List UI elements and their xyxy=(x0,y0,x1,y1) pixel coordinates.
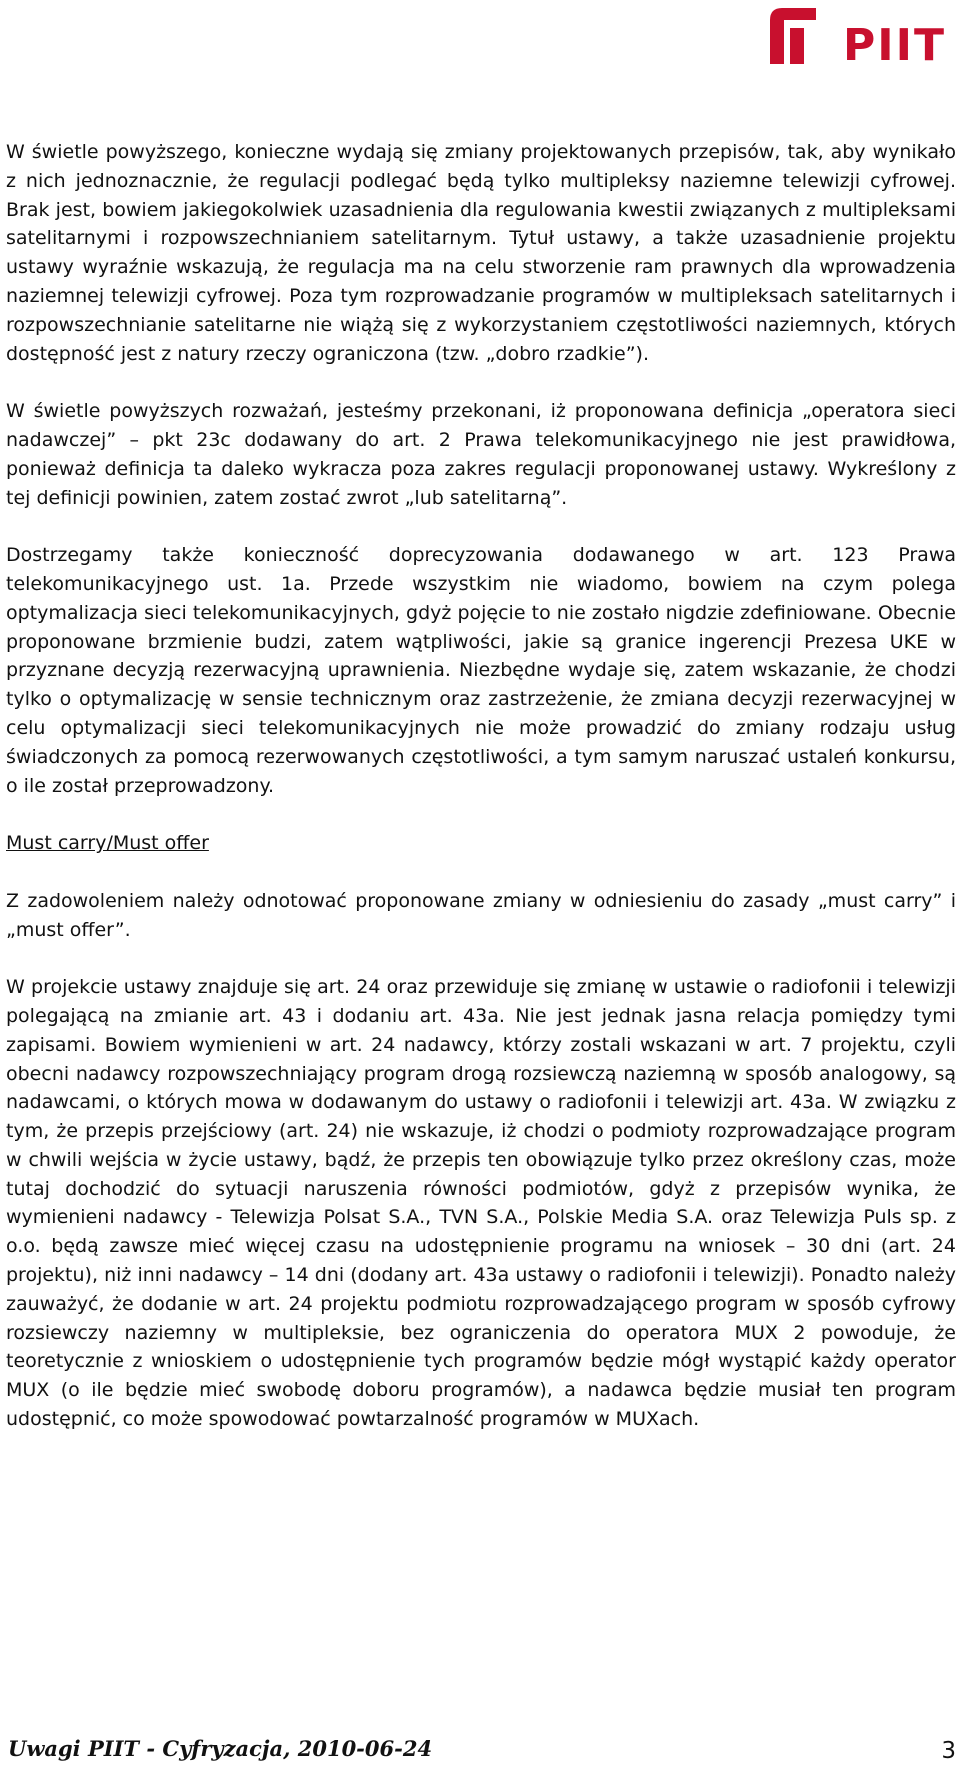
logo-text: PIIT xyxy=(842,20,946,71)
paragraph-3: Dostrzegamy także konieczność doprecyzowania dodawanego w art. 123 Prawa telekomunikacyjnego ust. 1a. Przede wszystkim nie wiadomo, bowiem na czym polega optymalizacja sieci telekomunikacyjnych, gdyż pojęcie to nie zostało nigdzie zdefiniowane. Obecnie proponowane brzmienie budzi, zatem wątpliwości, jakie są granice ingerencji Prezesa UKE w przyznane decyzją rezerwacyjną uprawnienia. Niezbędne wydaje się, zatem wskazanie, że chodzi tylko o optymalizację w sensie technicznym oraz zastrzeżenie, że zmiana decyzji rezerwacyjnej w celu optymalizacji sieci telekomunikacyjnych nie może prowadzić do zmiany rodzaju usług świadczonych za pomocą rezerwowanych częstotliwości, a tym samym naruszać ustaleń konkursu, o ile został przeprowadzony. xyxy=(6,544,956,797)
paragraph-2: W świetle powyższych rozważań, jesteśmy przekonani, iż proponowana definicja „operatora sieci nadawczej” – pkt 23c dodawany do art. 2 Prawa telekomunikacyjnego nie jest prawidłowa, ponieważ definicja ta daleko wykracza poza zakres regulacji proponowanej ustawy. Wykreślony z tej definicji powinien, zatem zostać zwrot „lub satelitarną”. xyxy=(6,400,956,509)
paragraph-4: Z zadowoleniem należy odnotować proponowane zmiany w odniesieniu do zasady „must carry” i „must offer”. xyxy=(6,889,956,941)
section-heading: Must carry/Must offer xyxy=(6,832,209,855)
paragraph-5: W projekcie ustawy znajduje się art. 24 oraz przewiduje się zmianę w ustawie o radiofonii i telewizji polegającą na zmianie art. 43 i dodaniu art. 43a. Nie jest jednak jasna relacja pomiędzy tymi zapisami. Bowiem wymienieni w art. 24 nadawcy, którzy zostali wskazani w art. 7 projektu, czyli obecni nadawcy rozpowszechniający program drogą rozsiewczą naziemną w sposób analogowy, są nadawcami, o których mowa w dodawanym do ustawy o radiofonii i telewizji art. 43a. W związku z tym, że przepis przejściowy (art. 24) nie wskazuje, iż chodzi o podmioty rozprowadzające program w chwili wejścia w życie ustawy, bądź, że przepis ten obowiązuje tylko przez określony czas, może tutaj dochodzić do sytuacji naruszenia równości podmiotów, gdyż z przepisów wynika, że wymienieni nadawcy - Telewizja Polsat S.A., TVN S.A., Polskie Media S.A. oraz Telewizja Puls sp. z o.o. będą zawsze mieć więcej czasu na udostępnienie programu na wniosek – 30 dni (art. 24 projektu), niż inni nadawcy – 14 dni (dodany art. 43a ustawy o radiofonii i telewizji). Ponadto należy zauważyć, że dodanie w art. 24 projektu podmiotu rozprowadzającego program w sposób cyfrowy rozsiewczy naziemny w multipleksie, bez ograniczenia do operatora MUX 2 powoduje, że teoretycznie z wnioskiem o udostępnienie tych programów będzie mógł wystąpić każdy operator MUX (o ile będzie mieć swobodę doboru programów), a nadawca będzie musiał ten program udostępnić, co może spowodować powtarzalność programów w MUXach. xyxy=(6,976,956,1431)
piit-logo xyxy=(730,0,960,78)
page-number: 3 xyxy=(941,1738,956,1764)
footer-title: Uwagi PIIT - Cyfryzacja, 2010-06-24 xyxy=(8,1736,433,1761)
paragraph-1: W świetle powyższego, konieczne wydają się zmiany projektowanych przepisów, tak, aby wynikało z nich jednoznacznie, że regulacji podlegać będą tylko multipleksy naziemne telewizji cyfrowej. Brak jest, bowiem jakiegokolwiek uzasadnienia dla regulowania kwestii związanych z multipleksami satelitarnymi i rozpowszechnianiem satelitarnym. Tytuł ustawy, a także uzasadnienie projektu ustawy wyraźnie wskazują, że regulacja ma na celu stworzenie ram prawnych dla wprowadzenia naziemnej telewizji cyfrowej. Poza tym rozprowadzanie programów w multipleksach satelitarnych i rozpowszechnianie satelitarne nie wiążą się z wykorzystaniem częstotliwości naziemnych, których dostępność jest z natury rzeczy ograniczona (tzw. „dobro rzadkie”). xyxy=(6,141,956,365)
document-body xyxy=(6,138,956,1434)
